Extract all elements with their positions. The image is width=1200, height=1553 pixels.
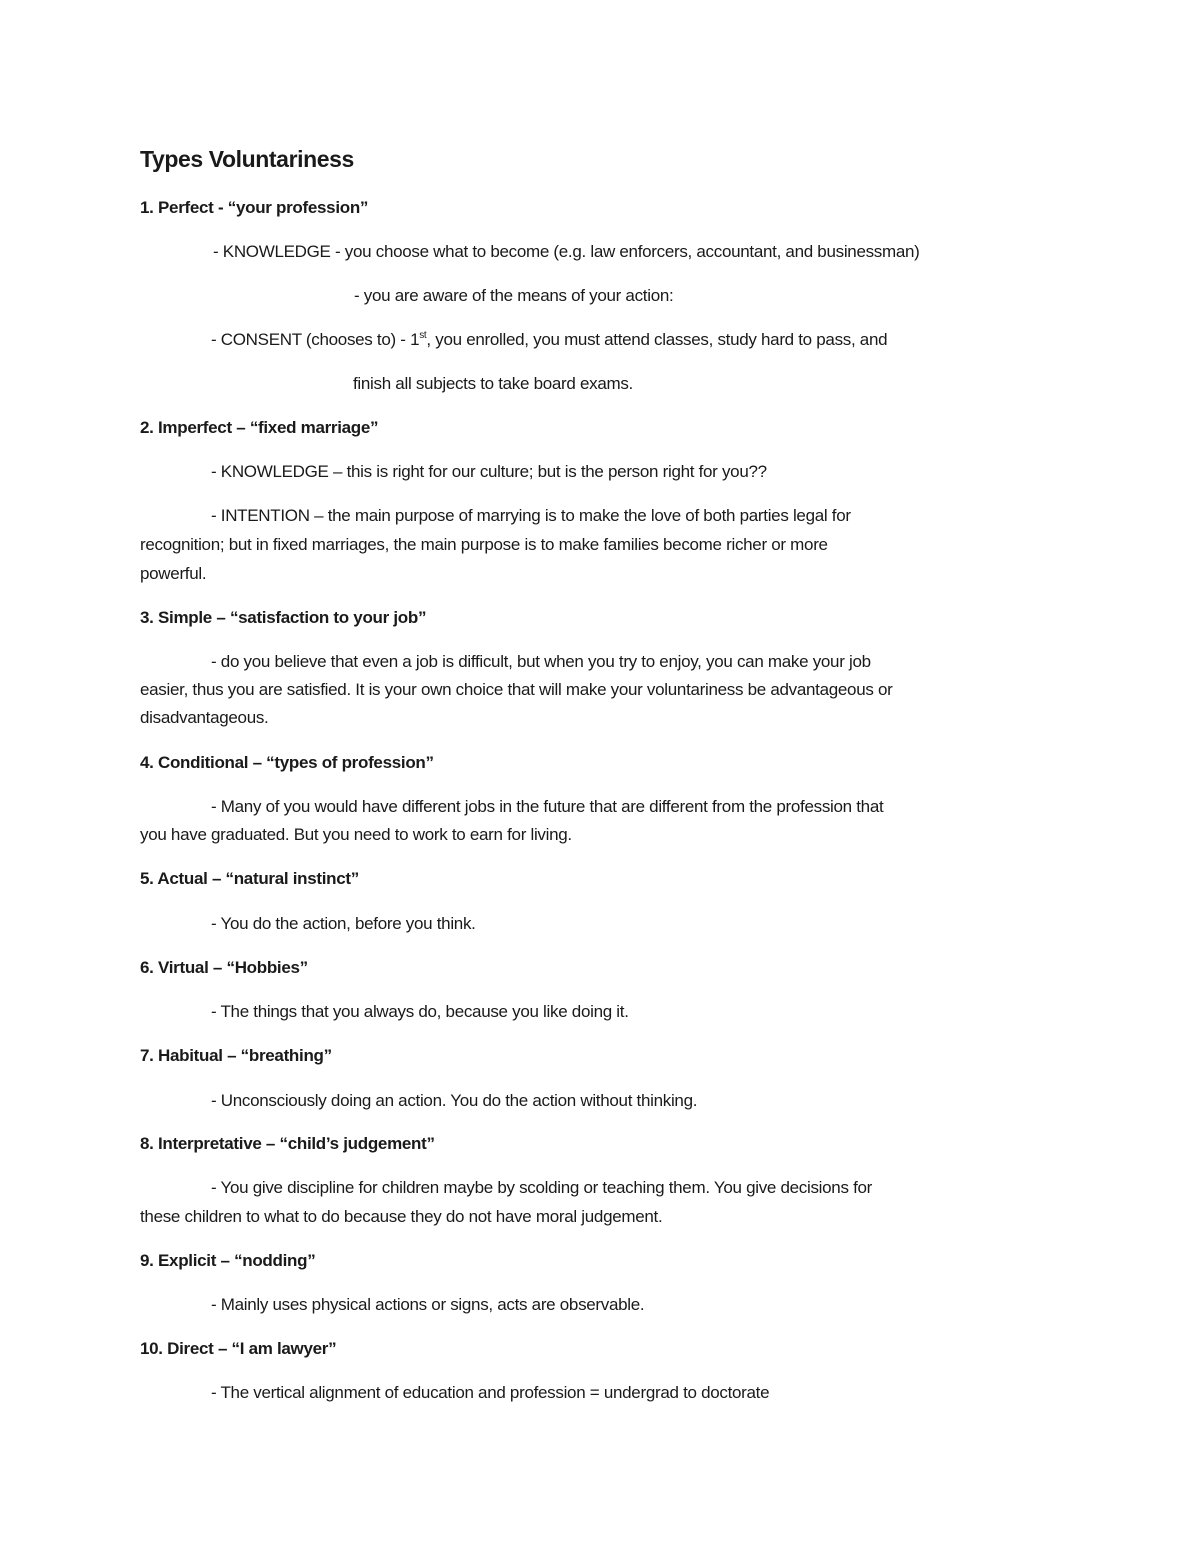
section-heading-habitual: 7. Habitual – “breathing”: [140, 1046, 332, 1065]
section-line: these children to what to do because they do not have moral judgement.: [140, 1207, 663, 1226]
section-line: you have graduated. But you need to work to earn for living.: [140, 825, 572, 844]
section-line: - Unconsciously doing an action. You do the action without thinking.: [211, 1091, 698, 1110]
section-heading-actual: 5. Actual – “natural instinct”: [140, 869, 359, 888]
section-line: - do you believe that even a job is difficult, but when you try to enjoy, you can make your job: [211, 652, 871, 671]
section-line: recognition; but in fixed marriages, the main purpose is to make families become richer or more: [140, 535, 828, 554]
section-line: - The vertical alignment of education and profession = undergrad to doctorate: [211, 1383, 770, 1402]
section-heading-perfect: 1. Perfect - “your profession”: [140, 198, 369, 217]
section-line: - Mainly uses physical actions or signs, acts are observable.: [211, 1295, 645, 1314]
section-line: - KNOWLEDGE – this is right for our culture; but is the person right for you??: [211, 462, 767, 481]
document-title: Types Voluntariness: [140, 146, 354, 172]
section-line: easier, thus you are satisfied. It is your own choice that will make your voluntariness be advantageous or: [140, 680, 893, 699]
superscript-st: st: [419, 330, 427, 341]
section-heading-imperfect: 2. Imperfect – “fixed marriage”: [140, 418, 379, 437]
section-line: - You give discipline for children maybe by scolding or teaching them. You give decisions for: [211, 1178, 873, 1197]
consent-prefix: - CONSENT (chooses to) - 1: [211, 330, 420, 349]
section-heading-explicit: 9. Explicit – “nodding”: [140, 1251, 316, 1270]
section-line: disadvantageous.: [140, 708, 269, 727]
section-line: - You do the action, before you think.: [211, 914, 476, 933]
section-heading-virtual: 6. Virtual – “Hobbies”: [140, 958, 308, 977]
section-line: - INTENTION – the main purpose of marrying is to make the love of both parties legal for: [211, 506, 851, 525]
section-line: - KNOWLEDGE - you choose what to become (e.g. law enforcers, accountant, and businessman): [213, 242, 920, 261]
section-line-consent: [211, 330, 887, 350]
section-heading-direct: 10. Direct – “I am lawyer”: [140, 1339, 337, 1358]
section-line: - you are aware of the means of your action:: [354, 286, 674, 305]
section-heading-interpretative: 8. Interpretative – “child’s judgement”: [140, 1134, 435, 1153]
section-line: - Many of you would have different jobs in the future that are different from the profession that: [211, 797, 884, 816]
consent-rest: , you enrolled, you must attend classes, study hard to pass, and: [426, 330, 888, 349]
section-heading-simple: 3. Simple – “satisfaction to your job”: [140, 608, 427, 627]
section-line: finish all subjects to take board exams.: [353, 374, 633, 393]
section-heading-conditional: 4. Conditional – “types of profession”: [140, 753, 434, 772]
section-line: - The things that you always do, because you like doing it.: [211, 1002, 629, 1021]
section-line: powerful.: [140, 564, 207, 583]
